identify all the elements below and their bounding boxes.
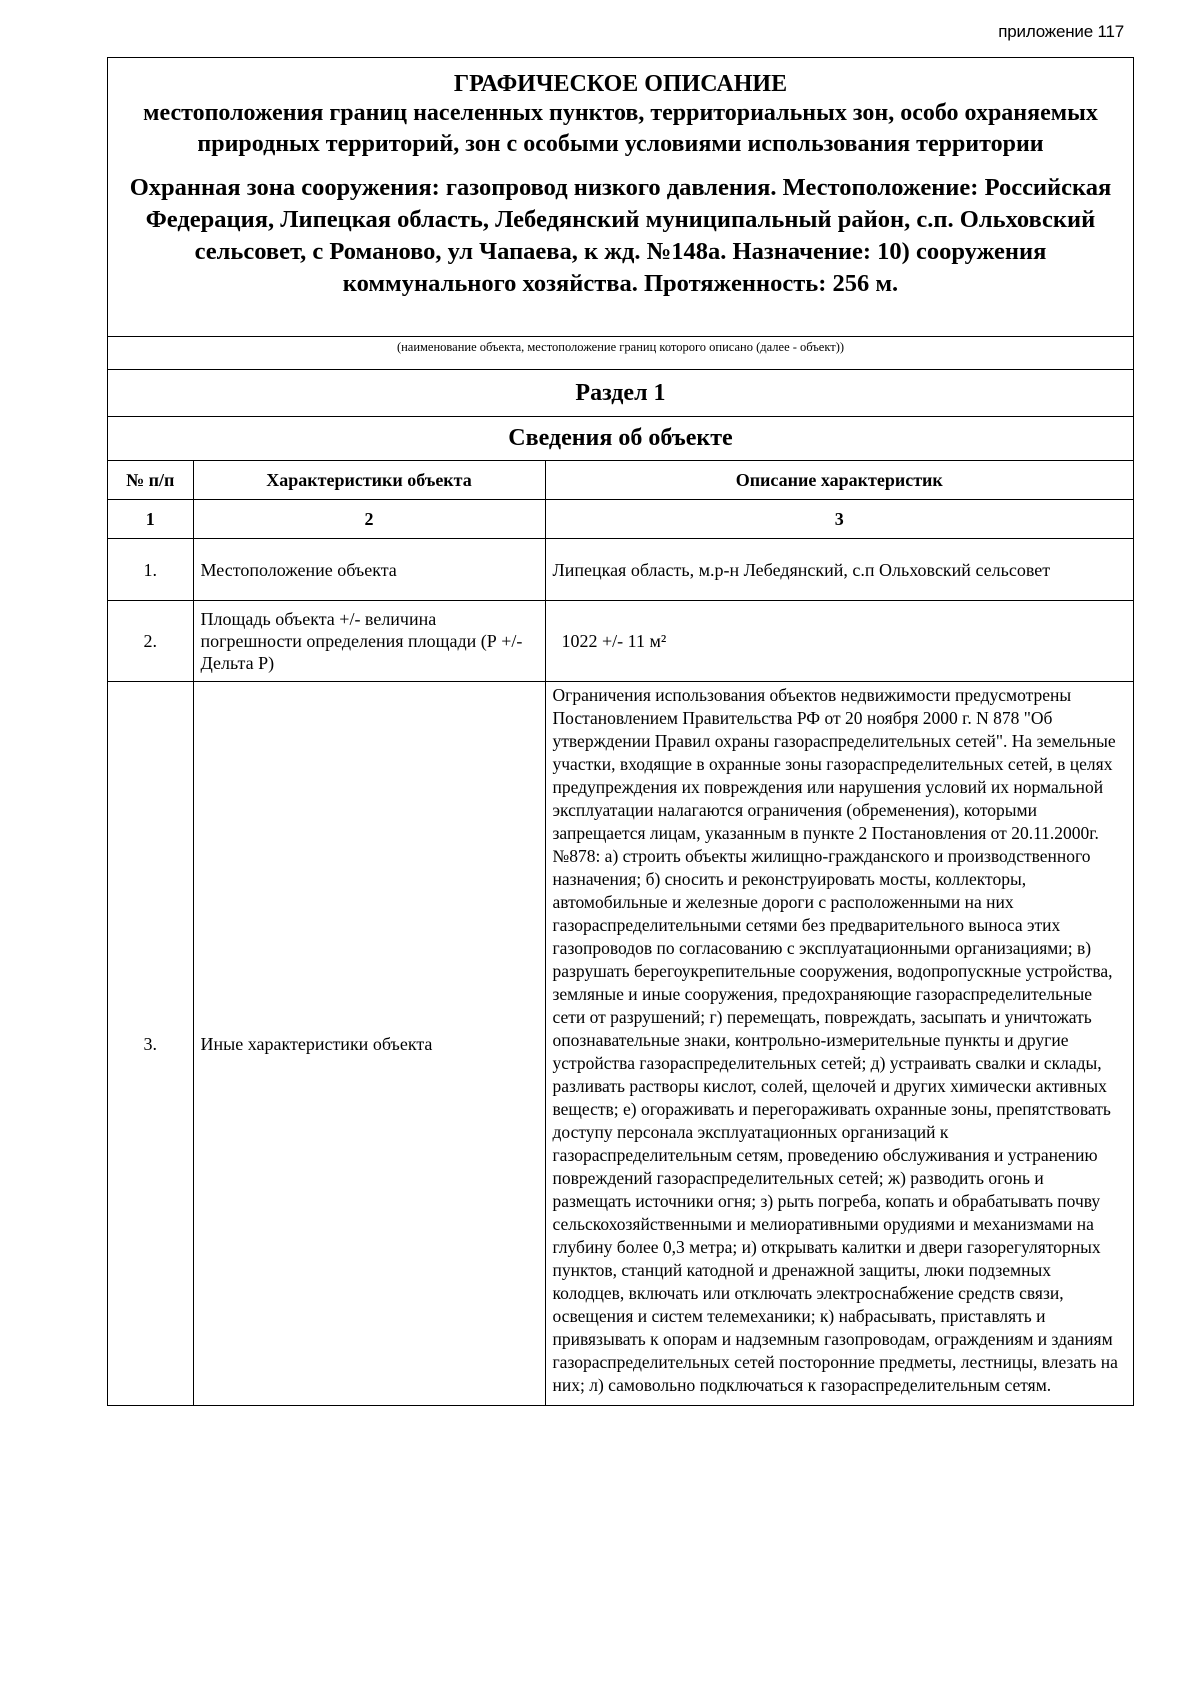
header-description: Описание характеристик [545,461,1133,500]
table-row [108,601,1133,682]
row-description: 1022 +/- 11 м² [545,601,1133,682]
document-frame [107,57,1134,1406]
appendix-label: приложение 117 [998,22,1124,41]
row-characteristic: Площадь объекта +/- величина погрешности определения площади (Р +/- Дельта Р) [193,601,545,682]
row-characteristic: Местоположение объекта [193,539,545,601]
object-info-table [108,461,1133,1405]
column-number: 3 [545,500,1133,539]
document-header [108,58,1133,337]
row-number: 1. [108,539,193,601]
object-description: Охранная зона сооружения: газопровод низкого давления. Местоположение: Российская Федерация, Липецкая область, Лебедянский муниципальный район, с.п. Ольховский сельсовет, с Романово, ул Чапаева, к жд. №148а. Назначение: 10) сооружения коммунального хозяйства. Протяженность: 256 м. [129,174,1112,297]
table-row [108,682,1133,1406]
column-number: 1 [108,500,193,539]
section-title: Раздел 1 [108,370,1133,417]
table-header-row [108,461,1133,500]
header-characteristic: Характеристики объекта [193,461,545,500]
row-characteristic: Иные характеристики объекта [193,682,545,1406]
object-caption: (наименование объекта, местоположение границ которого описано (далее - объект)) [108,337,1133,370]
row-description: Липецкая область, м.р-н Лебедянский, с.п Ольховский сельсовет [545,539,1133,601]
section-subtitle: Сведения об объекте [108,417,1133,461]
column-number: 2 [193,500,545,539]
document-subtitle: местоположения границ населенных пунктов, территориальных зон, особо охраняемых природных территорий, зон с особыми условиями использования территории [143,100,1098,157]
row-description: Ограничения использования объектов недвижимости предусмотрены Постановлением Правительства РФ от 20 ноября 2000 г. N 878 "Об утверждении Правил охраны газораспределительных сетей". На земельные участки, входящие в охранные зоны газораспределительных сетей, в целях предупреждения их повреждения или нарушения условий их нормальной эксплуатации налагаются ограничения (обременения), которыми запрещается лицам, указанным в пункте 2 Постановления от 20.11.2000г. №878: а) строить объекты жилищно-гражданского и производственного назначения; б) сносить и реконструировать мосты, коллекторы, автомобильные и железные дороги с расположенными на них газораспределительными сетями без предварительного выноса этих газопроводов по согласованию с эксплуатационными организациями; в) разрушать берегоукрепительные сооружения, водопропускные устройства, земляные и иные сооружения, предохраняющие газораспределительные сети от разрушений; г) перемещать, повреждать, засыпать и уничтожать опознавательные знаки, контрольно-измерительные пункты и другие устройства газораспределительных сетей; д) устраивать свалки и склады, разливать растворы кислот, солей, щелочей и других химически активных веществ; е) огораживать и перегораживать охранные зоны, препятствовать доступу персонала эксплуатационных организаций к газораспределительным сетям, проведению обслуживания и устранению повреждений газораспределительных сетей; ж) разводить огонь и размещать источники огня; з) рыть погреба, копать и обрабатывать почву сельскохозяйственными и мелиоративными орудиями и механизмами на глубину более 0,3 метра; и) открывать калитки и двери газорегуляторных пунктов, станций катодной и дренажной защиты, люки подземных колодцев, включать или отключать электроснабжение средств связи, освещения и систем телемеханики; к) набрасывать, приставлять и привязывать к опорам и надземным газопроводам, ограждениям и зданиям газораспределительных сетей посторонние предметы, лестницы, влезать на них; л) самовольно подключаться к газораспределительным сетям. [545,682,1133,1406]
document-title: ГРАФИЧЕСКОЕ ОПИСАНИЕ [453,71,788,97]
table-row [108,539,1133,601]
row-number: 2. [108,601,193,682]
row-number: 3. [108,682,193,1406]
column-number-row [108,500,1133,539]
header-number: № п/п [108,461,193,500]
